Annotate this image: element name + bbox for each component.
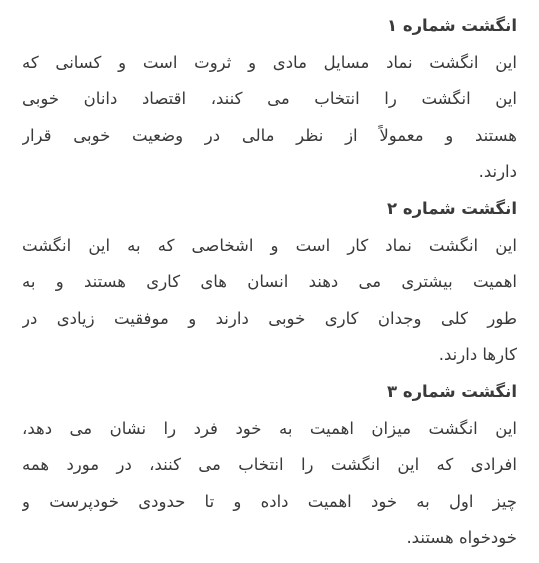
text-line: افرادی که این انگشت را انتخاب می کنند، در مورد همه <box>22 455 517 475</box>
text-line: خودخواه هستند. <box>406 528 517 548</box>
text-line: دارند. <box>478 162 517 182</box>
text-line: هستند و معمولاً از نظر مالی در وضعیت خوبی قرار <box>22 125 517 145</box>
text-line: این انگشت نماد مسایل مادی و ثروت است و کسانی که <box>22 52 517 72</box>
text-line: اهمیت بیشتری می دهند انسان های کاری هستند و به <box>22 272 517 292</box>
text-line: چیز اول به خود اهمیت داده و تا حدودی خودپرست و <box>22 491 517 511</box>
text-line: این انگشت نماد کار است و اشخاصی که به این انگشت <box>22 235 517 255</box>
section-3 <box>22 374 517 557</box>
text-line: این انگشت میزان اهمیت به خود فرد را نشان می دهد، <box>22 418 517 438</box>
text-line: طور کلی وجدان کاری خوبی دارند و موفقیت زیادی در <box>22 308 517 328</box>
section-1 <box>22 8 517 191</box>
section-2 <box>22 191 517 374</box>
section-heading: انگشت شماره ۳ <box>387 381 517 401</box>
text-line: کارها دارند. <box>438 345 517 365</box>
section-heading: انگشت شماره ۱ <box>387 16 517 35</box>
text-line: این انگشت را انتخاب می کنند، اقتصاد دانان خوبی <box>22 89 517 109</box>
section-heading: انگشت شماره ۲ <box>387 198 517 218</box>
